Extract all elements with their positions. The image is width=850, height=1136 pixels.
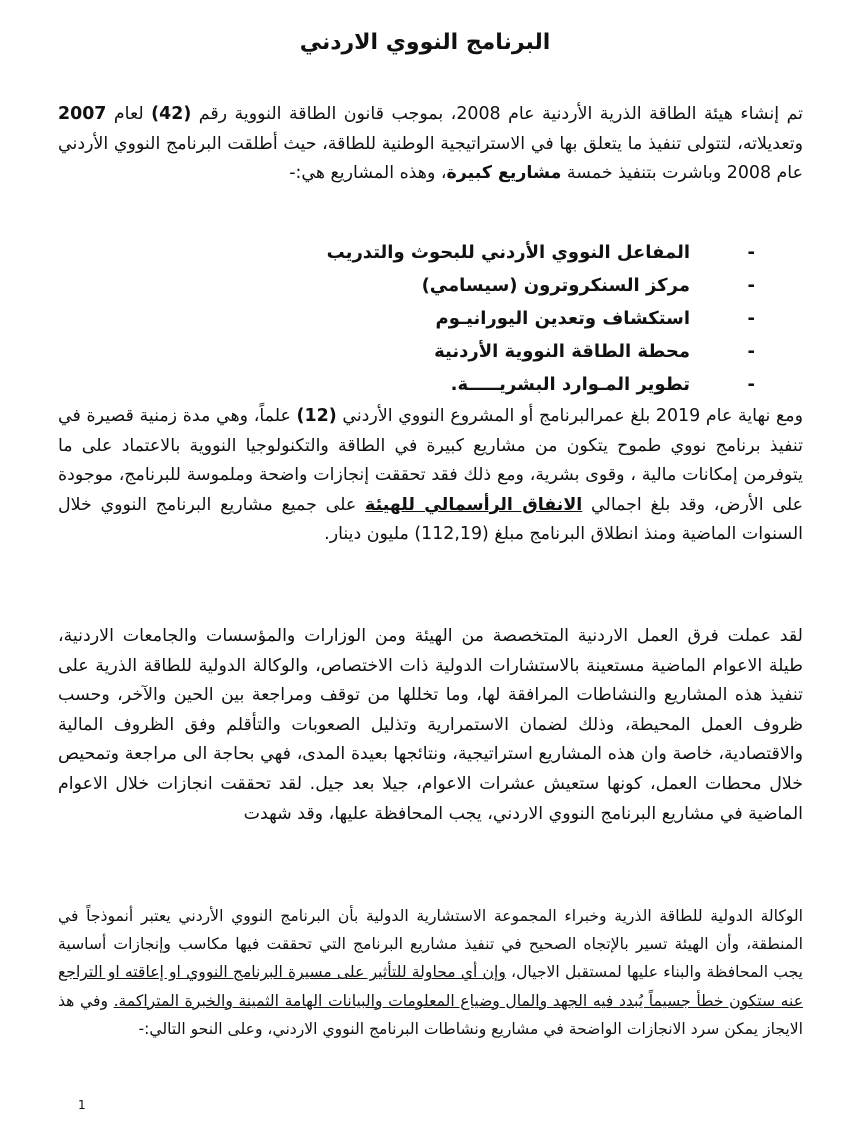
list-item <box>300 269 805 302</box>
intro-text-1: تم إنشاء هيئة الطاقة الذرية الأردنية عام 2008، بموجب قانون الطاقة النووية رقم <box>191 104 804 124</box>
list-item <box>300 236 805 269</box>
law-number: (42) <box>151 104 192 124</box>
bullet-dash: - <box>747 242 755 263</box>
list-item-label: المفاعل النووي الأردني للبحوث والتدريب <box>326 242 690 263</box>
program-years: (12) <box>296 406 337 426</box>
list-item-label: مركز السنكروترون (سيسامي) <box>421 275 690 296</box>
warning-sentence: وإن أي محاولة للتأثير على مسيرة البرنامج النووي او إعاقته او التراجع عنه ستكون خطأ جسيماً يُبدد فيه الجهد والمال وضياع المعلومات والبيانات الهامة الثمينة والخبرة المتراكمة. <box>58 963 803 1010</box>
progress-text-2: علماً، وهي مدة زمنية قصيرة في تنفيذ برنامج نووي طموح يتكون من مشاريع كبيرة في الطاقة والتكنولوجيا النووية بالاعتماد على ما يتوفرمن إمكانات مالية ، وقوى بشرية، ومع ذلك فقد تحققت إنجازات واضحة وملموسة للبرنامج، موجودة على الأرض، وقد بلغ اجمالي <box>58 406 803 515</box>
projects-list <box>300 236 805 401</box>
list-item-label: تطوير المـوارد البشريـــــة. <box>450 374 690 395</box>
bullet-dash: - <box>747 341 755 362</box>
progress-text-1: ومع نهاية عام 2019 بلغ عمرالبرنامج أو المشروع النووي الأردني <box>336 406 803 426</box>
testimony-paragraph <box>58 902 803 1043</box>
testimony-text-1: الوكالة الدولية للطاقة الذرية وخبراء المجموعة الاستشارية الدولية بأن البرنامج النووي الأردني يعتبر أنموذجاً في المنطقة، وأن الهيئة تسير بالإتجاه الصحيح في تنفيذ مشاريع البرنامج التي تحققت فيها مكاسب وإنجازات أساسية يجب المحافظة والبناء عليها لمستقبل الاجيال، <box>58 907 803 982</box>
progress-paragraph <box>58 402 803 550</box>
law-year: 2007 <box>58 104 107 124</box>
page-number: 1 <box>78 1098 86 1112</box>
capital-spending-phrase: الانفاق الرأسمالي للهيئة <box>365 494 583 515</box>
list-item-label: استكشاف وتعدين اليورانيـوم <box>435 308 690 329</box>
intro-text-4: ، وهذه المشاريع هي:- <box>289 163 447 184</box>
document-title: البرنامج النووي الاردني <box>299 30 551 55</box>
testimony-text-2: وفي هذ الايجاز يمكن سرد الانجازات الواضحة في مشاريع ونشاطات البرنامج النووي الاردني، وعلى النحو التالي:- <box>58 991 803 1038</box>
intro-text-3: وتعديلاته، لتتولى تنفيذ ما يتعلق بها في الاستراتيجية الوطنية للطاقة، حيث أطلقت البرنامج النووي الأردني عام 2008 وباشرت بتنفيذ خمسة <box>58 133 803 184</box>
bullet-dash: - <box>747 374 755 395</box>
bullet-dash: - <box>747 275 755 296</box>
big-projects-phrase: مشاريع كبيرة <box>446 163 562 184</box>
list-item <box>300 335 805 368</box>
intro-paragraph <box>58 100 803 189</box>
work-teams-paragraph: لقد عملت فرق العمل الاردنية المتخصصة من الهيئة ومن الوزارات والمؤسسات والجامعات الاردنية، طيلة الاعوام الماضية مستعينة بالاستشارات الدولية ذات الاختصاص، والوكالة الدولية للطاقة الذرية على تنفيذ هذه المشاريع والنشاطات المرافقة لها، وما تخللها من توقف ومراجعة بين الحين والآخر، وحسب ظروف العمل المحيطة، وذلك لضمان الاستمرارية وتذليل الصعوبات والتأقلم وفق الظروف المالية والاقتصادية، خاصة وان هذه المشاريع استراتيجية، ونتائجها بعيدة المدى، فهي بحاجة الى مراجعة وتمحيص خلال محطات العمل، كونها ستعيش عشرات الاعوام، جيلا بعد جيل. لقد تحققت انجازات خلال الاعوام الماضية في مشاريع البرنامج النووي الاردني، يجب المحافظة عليها، وقد شهدت <box>58 626 803 824</box>
progress-text-3: على جميع مشاريع البرنامج النووي خلال السنوات الماضية ومنذ انطلاق البرنامج مبلغ (112,19) مليون دينار. <box>58 494 803 545</box>
list-item <box>300 302 805 335</box>
list-item <box>300 368 805 401</box>
bullet-dash: - <box>747 308 755 329</box>
list-item-label: محطة الطاقة النووية الأردنية <box>434 341 690 362</box>
intro-text-2: لعام <box>106 104 152 124</box>
